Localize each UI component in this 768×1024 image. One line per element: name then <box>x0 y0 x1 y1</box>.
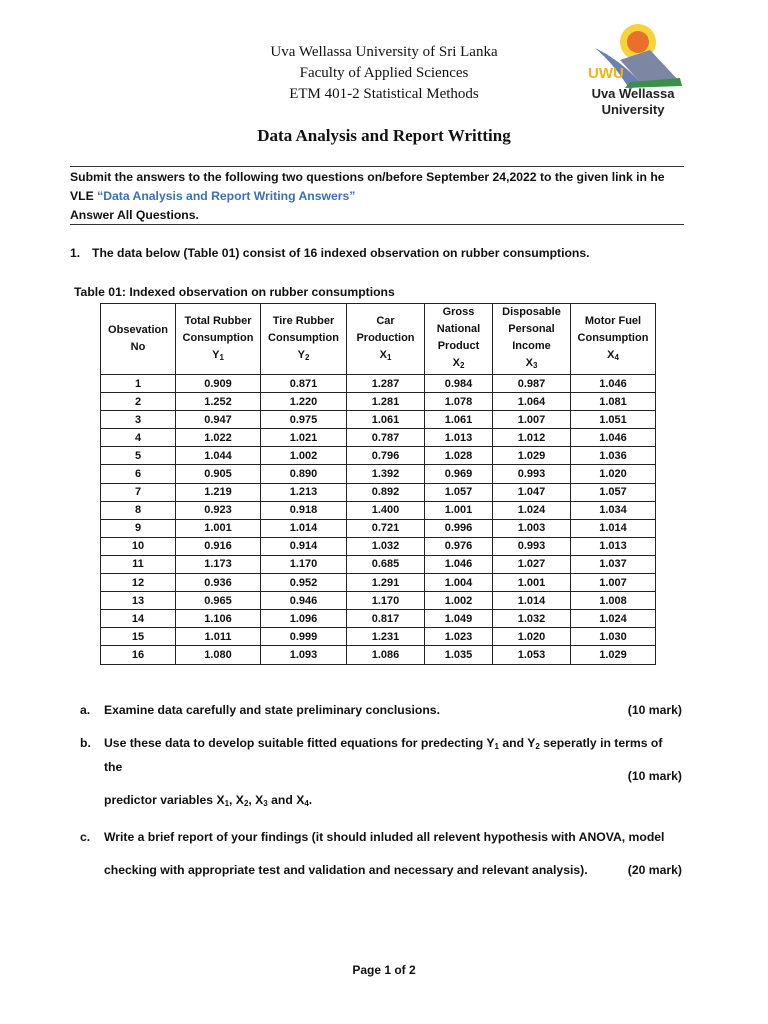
table-cell: 5 <box>101 447 176 465</box>
table-cell: 1.032 <box>493 610 571 628</box>
table-cell: 1.002 <box>261 447 347 465</box>
table-cell: 1.078 <box>425 393 493 411</box>
table-cell: 1.057 <box>571 483 656 501</box>
part-text-line-1: Write a brief report of your findings (it should inluded all relevent hypothesis with ANOVA, model <box>104 830 665 844</box>
table-cell: 1.007 <box>493 411 571 429</box>
course-name: ETM 401-2 Statistical Methods <box>289 86 479 102</box>
table-cell: 1.046 <box>571 429 656 447</box>
divider-bottom <box>70 224 684 225</box>
table-header <box>101 304 656 375</box>
instruction-line-1: Submit the answers to the following two questions on/before September 24,2022 to the given link in he <box>70 170 665 184</box>
table-cell: 1.002 <box>425 592 493 610</box>
svg-text:UWU: UWU <box>588 65 624 82</box>
table-cell: 16 <box>101 646 176 664</box>
table-cell: 1.036 <box>571 447 656 465</box>
table-cell: 9 <box>101 519 176 537</box>
table-cell: 1.061 <box>347 411 425 429</box>
table-cell: 1.064 <box>493 393 571 411</box>
part-text: Examine data carefully and state preliminary conclusions. <box>104 703 440 717</box>
table-cell: 1.023 <box>425 628 493 646</box>
table-cell: 1.014 <box>493 592 571 610</box>
table-cell: 7 <box>101 483 176 501</box>
table-cell: 8 <box>101 501 176 519</box>
table-row <box>101 519 656 537</box>
table-cell: 0.914 <box>261 537 347 555</box>
table-cell: 1.061 <box>425 411 493 429</box>
data-table <box>100 303 656 665</box>
logo-text <box>583 86 683 118</box>
faculty-name: Faculty of Applied Sciences <box>299 65 469 81</box>
table-cell: 1.001 <box>493 574 571 592</box>
table-cell: 1.086 <box>347 646 425 664</box>
table-cell: 1.170 <box>261 555 347 573</box>
table-cell: 10 <box>101 537 176 555</box>
table-cell: 1.106 <box>176 610 261 628</box>
table-cell: 1.053 <box>493 646 571 664</box>
table-cell: 0.796 <box>347 447 425 465</box>
table-cell: 0.975 <box>261 411 347 429</box>
table-cell: 0.685 <box>347 555 425 573</box>
table-cell: 1.046 <box>571 375 656 393</box>
table-row <box>101 610 656 628</box>
table-cell: 0.996 <box>425 519 493 537</box>
table-row <box>101 646 656 664</box>
part-text-line-2: checking with appropriate test and validation and necessary and relevant analysis). <box>104 863 588 877</box>
table-cell: 1.392 <box>347 465 425 483</box>
table-row <box>101 375 656 393</box>
table-cell: 13 <box>101 592 176 610</box>
column-header: Motor Fuel Consumption $X_4$ <box>571 304 656 375</box>
table-cell: 0.936 <box>176 574 261 592</box>
table-row <box>101 465 656 483</box>
table-cell: 0.787 <box>347 429 425 447</box>
table-cell: 0.993 <box>493 537 571 555</box>
table-cell: 1.029 <box>571 646 656 664</box>
table-cell: 0.976 <box>425 537 493 555</box>
table-cell: 1.001 <box>176 519 261 537</box>
table-cell: 1.027 <box>493 555 571 573</box>
table-cell: 0.993 <box>493 465 571 483</box>
table-cell: 0.890 <box>261 465 347 483</box>
table-cell: 1.028 <box>425 447 493 465</box>
table-cell: 1.173 <box>176 555 261 573</box>
table-row <box>101 628 656 646</box>
table-cell: 0.987 <box>493 375 571 393</box>
table-cell: 1.170 <box>347 592 425 610</box>
part-a <box>80 700 684 720</box>
part-label: b. <box>80 736 91 750</box>
table-cell: 1.012 <box>493 429 571 447</box>
table-cell: 1.004 <box>425 574 493 592</box>
table-cell: 0.947 <box>176 411 261 429</box>
table-cell: 1.014 <box>261 519 347 537</box>
divider-top <box>70 166 684 167</box>
table-cell: 1.213 <box>261 483 347 501</box>
table-row <box>101 592 656 610</box>
table-cell: 0.952 <box>261 574 347 592</box>
table-cell: 1 <box>101 375 176 393</box>
table-cell: 0.999 <box>261 628 347 646</box>
table-row <box>101 483 656 501</box>
table-cell: 1.252 <box>176 393 261 411</box>
table-cell: 3 <box>101 411 176 429</box>
part-text-line-2: predictor variables $X_1$, $X_2$, $X_3$ and $X_4$. <box>104 793 313 808</box>
table-cell: 1.219 <box>176 483 261 501</box>
table-cell: 1.049 <box>425 610 493 628</box>
part-c <box>80 827 684 880</box>
question-text: The data below (Table 01) consist of 16 indexed observation on rubber consumptions. <box>92 246 590 260</box>
table-cell: 2 <box>101 393 176 411</box>
table-cell: 0.909 <box>176 375 261 393</box>
table-cell: 4 <box>101 429 176 447</box>
table-cell: 1.047 <box>493 483 571 501</box>
table-cell: 0.892 <box>347 483 425 501</box>
column-header: Tire Rubber Consumption $Y_2$ <box>261 304 347 375</box>
university-name: Uva Wellassa University of Sri Lanka <box>270 44 498 60</box>
table-cell: 1.400 <box>347 501 425 519</box>
table-cell: 1.281 <box>347 393 425 411</box>
table-cell: 1.024 <box>571 610 656 628</box>
instruction-line-2: VLE “Data Analysis and Report Writing Answers” <box>70 189 356 203</box>
part-mark: (20 mark) <box>627 863 682 877</box>
table-cell: 1.024 <box>493 501 571 519</box>
table-cell: 1.081 <box>571 393 656 411</box>
table-cell: 0.946 <box>261 592 347 610</box>
table-body <box>101 375 656 665</box>
question-parts <box>80 700 684 880</box>
table-cell: 1.080 <box>176 646 261 664</box>
part-label: a. <box>80 703 91 717</box>
part-b <box>80 733 684 814</box>
table-cell: 0.965 <box>176 592 261 610</box>
column-header: Gross National Product $X_2$ <box>425 304 493 375</box>
table-cell: 0.916 <box>176 537 261 555</box>
table-cell: 1.029 <box>493 447 571 465</box>
table-cell: 1.014 <box>571 519 656 537</box>
part-text-line-1: Use these data to develop suitable fitted equations for predecting $Y_1$ and $Y_2$ seperatly in terms of the <box>104 736 663 774</box>
table-cell: 1.051 <box>571 411 656 429</box>
part-label: c. <box>80 830 91 844</box>
table-cell: 0.871 <box>261 375 347 393</box>
table-cell: 1.022 <box>176 429 261 447</box>
table-cell: 1.030 <box>571 628 656 646</box>
column-header: Total Rubber Consumption $Y_1$ <box>176 304 261 375</box>
table-cell: 1.011 <box>176 628 261 646</box>
table-row <box>101 393 656 411</box>
table-cell: 15 <box>101 628 176 646</box>
table-row <box>101 537 656 555</box>
question-number: 1. <box>70 246 81 260</box>
table-cell: 1.020 <box>493 628 571 646</box>
table-cell: 0.923 <box>176 501 261 519</box>
table-cell: 1.007 <box>571 574 656 592</box>
table-cell: 11 <box>101 555 176 573</box>
table-cell: 1.013 <box>425 429 493 447</box>
table-cell: 1.020 <box>571 465 656 483</box>
table-cell: 1.231 <box>347 628 425 646</box>
table-cell: 1.003 <box>493 519 571 537</box>
column-header: Obsevation No <box>101 304 176 375</box>
table-row <box>101 429 656 447</box>
table-cell: 0.817 <box>347 610 425 628</box>
table-cell: 0.721 <box>347 519 425 537</box>
table-cell: 1.057 <box>425 483 493 501</box>
table-row <box>101 411 656 429</box>
table-cell: 0.905 <box>176 465 261 483</box>
table-cell: 1.291 <box>347 574 425 592</box>
table-row <box>101 447 656 465</box>
table-cell: 1.287 <box>347 375 425 393</box>
logo-line-2: University <box>601 102 665 117</box>
table-cell: 14 <box>101 610 176 628</box>
header-row <box>101 304 656 375</box>
table-cell: 1.096 <box>261 610 347 628</box>
table-row <box>101 501 656 519</box>
table-row <box>101 555 656 573</box>
table-cell: 1.093 <box>261 646 347 664</box>
table-cell: 1.013 <box>571 537 656 555</box>
table-row <box>101 574 656 592</box>
table-cell: 0.918 <box>261 501 347 519</box>
table-cell: 0.969 <box>425 465 493 483</box>
instruction-line-3: Answer All Questions. <box>70 208 199 222</box>
table-cell: 1.035 <box>425 646 493 664</box>
table-caption: Table 01: Indexed observation on rubber consumptions <box>74 285 395 299</box>
vle-link[interactable]: “Data Analysis and Report Writing Answers” <box>97 189 356 203</box>
table-cell: 1.034 <box>571 501 656 519</box>
column-header: Car Production $X_1$ <box>347 304 425 375</box>
table-cell: 6 <box>101 465 176 483</box>
question-1 <box>70 246 590 260</box>
table-cell: 1.220 <box>261 393 347 411</box>
table-cell: 1.021 <box>261 429 347 447</box>
logo-line-1: Uva Wellassa <box>591 86 675 101</box>
document-title: Data Analysis and Report Writting <box>257 126 511 145</box>
table-cell: 12 <box>101 574 176 592</box>
part-mark: (10 mark) <box>627 703 682 717</box>
table-cell: 0.984 <box>425 375 493 393</box>
table-cell: 1.044 <box>176 447 261 465</box>
table-cell: 1.008 <box>571 592 656 610</box>
instructions <box>70 168 684 225</box>
table-cell: 1.032 <box>347 537 425 555</box>
column-header: Disposable Personal Income $X_3$ <box>493 304 571 375</box>
table-cell: 1.046 <box>425 555 493 573</box>
part-mark: (10 mark) <box>627 769 682 783</box>
table-cell: 1.001 <box>425 501 493 519</box>
table-cell: 1.037 <box>571 555 656 573</box>
page-number: Page 1 of 2 <box>352 963 416 977</box>
